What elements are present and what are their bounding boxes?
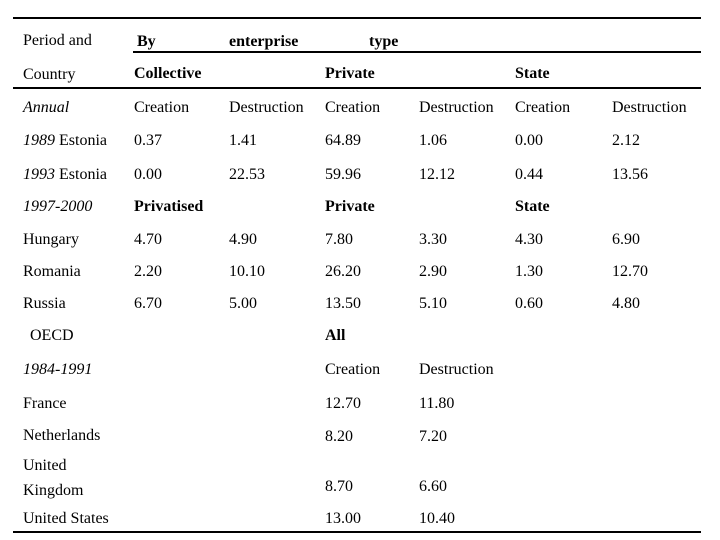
table-cell: 8.20 [325, 428, 353, 445]
section-private: Private [325, 198, 375, 215]
table-cell: 10.40 [419, 510, 455, 527]
rule-header-mid [133, 51, 701, 53]
table-cell: 7.20 [419, 428, 447, 445]
rule-header-bottom [13, 87, 701, 89]
row-country: Netherlands [23, 427, 101, 444]
col-header: Creation [134, 99, 190, 116]
row-country: United States [23, 510, 109, 527]
table-row-label [23, 166, 107, 184]
header-country: Country [23, 66, 76, 83]
section-period: 1984-1991 [23, 361, 93, 378]
row-year: 1993 [23, 166, 55, 183]
table-cell: 4.30 [515, 231, 543, 248]
table-cell: 7.80 [325, 231, 353, 248]
table-cell: 64.89 [325, 132, 361, 149]
table-cell: 26.20 [325, 263, 361, 280]
table-cell: 1.30 [515, 263, 543, 280]
row-country: Romania [23, 263, 81, 280]
section-oecd: OECD [30, 327, 74, 344]
table-cell: 8.70 [325, 478, 353, 495]
section-state: State [515, 198, 550, 215]
row-country: France [23, 395, 67, 412]
header-private: Private [325, 65, 375, 82]
header-period-and: Period and [23, 32, 92, 49]
table-cell: 59.96 [325, 166, 361, 183]
table-cell: 12.70 [325, 395, 361, 412]
section-period: 1997-2000 [23, 198, 93, 215]
table-cell: 6.60 [419, 478, 447, 495]
col-header: Creation [325, 99, 381, 116]
section-privatised: Privatised [134, 198, 204, 215]
col-header: Destruction [229, 99, 304, 116]
table-cell: 0.00 [134, 166, 162, 183]
table-cell: 2.90 [419, 263, 447, 280]
header-by: By [137, 33, 156, 50]
table-cell: 10.10 [229, 263, 265, 280]
table-cell: 1.41 [229, 132, 257, 149]
rule-top [13, 17, 701, 19]
col-header: Creation [515, 99, 571, 116]
table-cell: 0.00 [515, 132, 543, 149]
table-cell: 6.90 [612, 231, 640, 248]
table-cell: 0.60 [515, 295, 543, 312]
table-cell: 4.90 [229, 231, 257, 248]
row-country: Russia [23, 295, 66, 312]
table-cell: 5.00 [229, 295, 257, 312]
table-cell: 4.80 [612, 295, 640, 312]
table-cell: 0.44 [515, 166, 543, 183]
header-type: type [369, 33, 399, 50]
row-country: Hungary [23, 231, 79, 248]
header-enterprise: enterprise [229, 33, 299, 50]
table-cell: 5.10 [419, 295, 447, 312]
table-cell: 13.50 [325, 295, 361, 312]
table-cell: 22.53 [229, 166, 265, 183]
row-country: Estonia [59, 166, 107, 183]
table-cell: 1.06 [419, 132, 447, 149]
col-header: Destruction [419, 361, 494, 378]
table-cell: 2.12 [612, 132, 640, 149]
table-cell: 13.00 [325, 510, 361, 527]
header-state: State [515, 65, 550, 82]
col-header: Creation [325, 361, 381, 378]
table-cell: 0.37 [134, 132, 162, 149]
table-cell: 6.70 [134, 295, 162, 312]
table-cell: 4.70 [134, 231, 162, 248]
col-header: Destruction [419, 99, 494, 116]
col-header: Destruction [612, 99, 687, 116]
table-cell: 3.30 [419, 231, 447, 248]
table-cell: 11.80 [419, 395, 455, 412]
table-cell: 12.70 [612, 263, 648, 280]
header-annual: Annual [23, 99, 70, 116]
table-cell: 13.56 [612, 166, 648, 183]
table-cell: 12.12 [419, 166, 455, 183]
rule-bottom [13, 531, 701, 533]
section-all: All [325, 327, 346, 344]
header-collective: Collective [134, 65, 202, 82]
row-country: Estonia [59, 132, 107, 149]
table-row-label [23, 132, 107, 150]
row-country: United Kingdom [23, 457, 84, 499]
table-cell: 2.20 [134, 263, 162, 280]
row-year: 1989 [23, 132, 55, 149]
